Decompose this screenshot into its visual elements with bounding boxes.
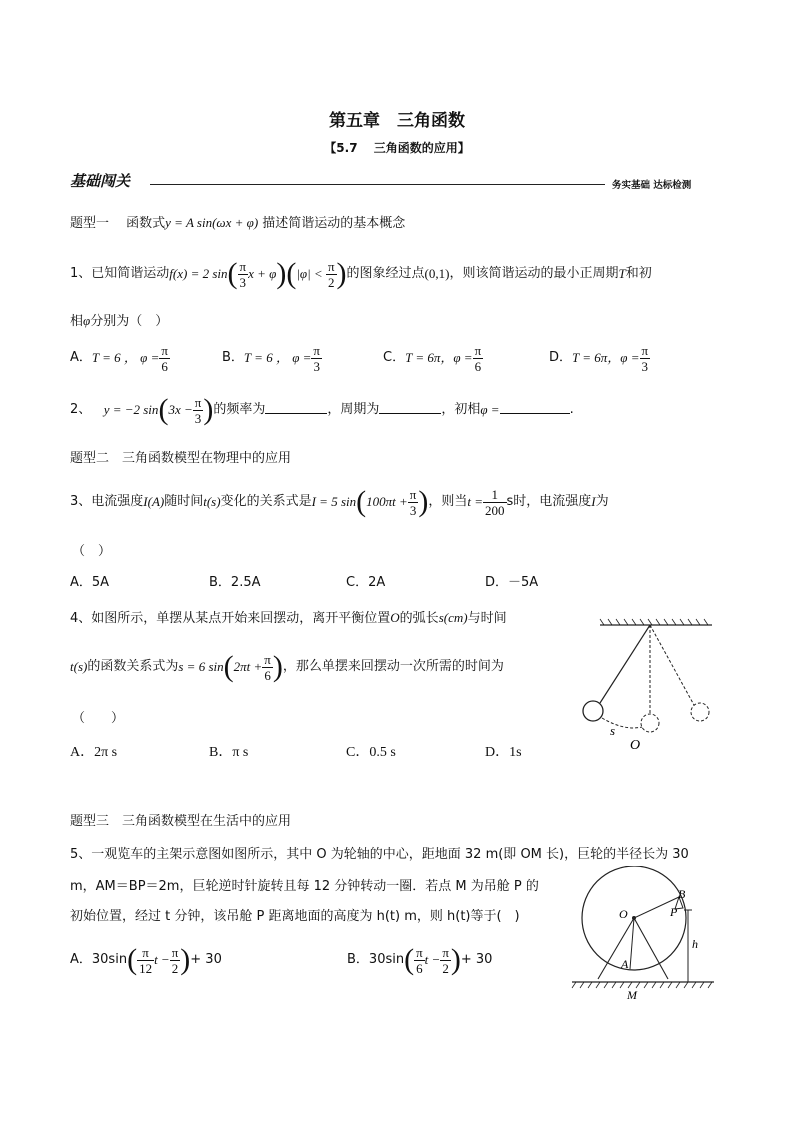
label-A: A [621, 957, 629, 971]
question-3-paren: （ ） [72, 544, 112, 559]
question-3-line-1: 3、电流强度I(A)随时间t(s)变化的关系式是I = 5 sin(100πt + $\frac{\pi}{3}$ )，则当t = $\frac{1}{200}$ s时，电流强度I为 [70, 485, 609, 518]
question-1-option-d: D．T = 6π，φ = $\frac{\pi}{3}$ [549, 342, 649, 374]
section-heading-3: 题型三 三角函数模型在生活中的应用 [70, 814, 292, 829]
section-heading-2: 题型二 三角函数模型在物理中的应用 [70, 451, 292, 466]
answer-blank-period[interactable] [379, 400, 441, 414]
question-3-option-b: B．2.5A [209, 575, 261, 590]
question-3-option-c: C．2A [346, 575, 386, 590]
page-title: 第五章 三角函数 [329, 111, 465, 131]
section-1-formula: y = A sin(ωx + φ) [165, 215, 259, 230]
question-1-line-2: 相φ分别为（ ） [70, 313, 169, 329]
question-1-option-c: C．T = 6π，φ = $\frac{\pi}{6}$ [383, 342, 482, 374]
question-5-line-2: m，AM＝BP＝2m，巨轮逆时针旋转且每 12 分钟转动一圈．若点 M 为吊舱 P 的 [70, 879, 539, 894]
answer-blank-frequency[interactable] [265, 400, 327, 414]
section-heading-1: 题型一 函数式y = A sin(ωx + φ) 描述简谐运动的基本概念 [70, 215, 406, 231]
answer-blank-phase[interactable] [500, 400, 570, 414]
label-O: O [630, 738, 641, 753]
question-4-option-d: D．1s [485, 745, 522, 760]
label-P: P [670, 905, 678, 919]
question-4-option-c: C．0.5 s [346, 745, 396, 760]
question-4-option-a: A．2π s [70, 745, 118, 760]
label-M: M [627, 988, 637, 1002]
label-s: s [610, 723, 616, 738]
label-O: O [619, 907, 628, 921]
label-h: h [692, 937, 698, 951]
section-header-label: 基础闯关 [70, 172, 131, 190]
question-5-line-3: 初始位置，经过 t 分钟，该吊舱 P 距离地面的高度为 h(t) m，则 h(t)等于( ) [70, 909, 520, 924]
ferris-wheel-figure [568, 866, 718, 1006]
question-1-option-b: B．T = 6 ， φ = $\frac{\pi}{3}$ [222, 342, 320, 374]
question-3-option-a: A．5A [70, 575, 110, 590]
page-subtitle: 【5.7 三角函数的应用】 [324, 141, 470, 155]
question-5-option-b: B．30sin( $\frac{\pi}{6}$ t − $\frac{\pi}{2}$ )+ 30 [347, 943, 493, 976]
label-B: B [678, 887, 686, 901]
question-4-paren: （ ） [72, 711, 125, 726]
section-header-right: 务实基础 达标检测 [612, 180, 692, 191]
question-1-line-1: 1、已知简谐运动f(x) = 2 sin( $\frac{\pi}{3}$ x + φ)(|φ| < $\frac{\pi}{2}$ )的图象经过点(0,1)，则该简谐运动的最小正周期T和初 [70, 257, 652, 290]
question-5-option-a: A．30sin( $\frac{\pi}{12}$ t − $\frac{\pi}{2}$ )+ 30 [70, 943, 222, 976]
pendulum-figure [572, 615, 722, 755]
header-divider [150, 184, 605, 185]
question-4-line-2: t(s)的函数关系式为s = 6 sin(2πt + $\frac{\pi}{6}$ )，那么单摆来回摆动一次所需的时间为 [70, 650, 504, 683]
question-3-option-d: D．－5A [485, 575, 539, 590]
question-4-option-b: B．π s [209, 745, 249, 760]
question-4-line-1: 4、如图所示，单摆从某点开始来回摆动，离开平衡位置O的弧长s(cm)与时间 [70, 610, 507, 626]
question-2: 2、 y = −2 sin(3x − $\frac{\pi}{3}$ )的频率为 ，周期为 ，初相φ = . [70, 393, 574, 426]
question-5-line-1: 5、一观览车的主架示意图如图所示，其中 O 为轮轴的中心，距地面 32 m(即 OM 长)，巨轮的半径长为 30 [70, 847, 689, 862]
question-1-option-a: A．T = 6 ， φ = $\frac{\pi}{6}$ [70, 342, 168, 374]
pendulum-bob [583, 701, 603, 721]
